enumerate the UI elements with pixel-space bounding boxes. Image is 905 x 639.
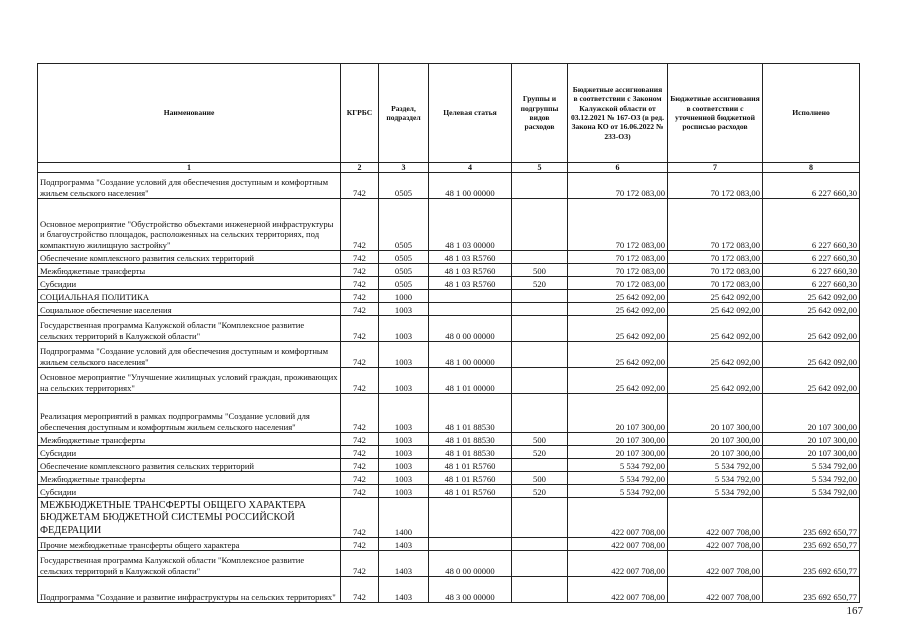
row-law-allocation: 422 007 708,00 (568, 577, 668, 603)
row-refined-allocation: 5 534 792,00 (668, 472, 763, 485)
row-executed: 5 534 792,00 (763, 459, 860, 472)
row-executed: 5 534 792,00 (763, 485, 860, 498)
table-row (38, 394, 860, 433)
row-expense-group (512, 199, 568, 251)
table-row (38, 173, 860, 199)
row-law-allocation: 5 534 792,00 (568, 485, 668, 498)
row-expense-group: 520 (512, 446, 568, 459)
row-name: Межбюджетные трансферты (38, 433, 341, 446)
table-row (38, 577, 860, 603)
row-name: Прочие межбюджетные трансферты общего характера (38, 538, 341, 551)
column-number: 6 (568, 163, 668, 173)
row-law-allocation: 422 007 708,00 (568, 498, 668, 538)
budget-table (37, 63, 860, 603)
table-row (38, 290, 860, 303)
row-law-allocation: 5 534 792,00 (568, 459, 668, 472)
row-name: Государственная программа Калужской области "Комплексное развитие сельских территорий в Калужской области" (38, 551, 341, 577)
row-kgrbs: 742 (341, 459, 379, 472)
row-law-allocation: 25 642 092,00 (568, 303, 668, 316)
row-executed: 235 692 650,77 (763, 498, 860, 538)
row-law-allocation: 25 642 092,00 (568, 368, 668, 394)
row-expense-group (512, 368, 568, 394)
column-number-row (38, 163, 860, 173)
row-executed: 20 107 300,00 (763, 446, 860, 459)
row-executed: 6 227 660,30 (763, 251, 860, 264)
row-refined-allocation: 20 107 300,00 (668, 433, 763, 446)
row-law-allocation: 20 107 300,00 (568, 433, 668, 446)
table-row (38, 303, 860, 316)
row-name: Обеспечение комплексного развития сельских территорий (38, 459, 341, 472)
row-target-article: 48 0 00 00000 (429, 551, 512, 577)
row-target-article: 48 1 01 88530 (429, 394, 512, 433)
row-executed: 6 227 660,30 (763, 199, 860, 251)
row-refined-allocation: 422 007 708,00 (668, 577, 763, 603)
header-group: Группы и подгруппы видов расходов (512, 64, 568, 163)
row-expense-group (512, 498, 568, 538)
table-row (38, 538, 860, 551)
row-target-article (429, 303, 512, 316)
row-name: Основное мероприятие "Обустройство объектами инженерной инфраструктуры и благоустройство площадок, расположенных на сельских территориях, под компактную жилищную застройку" (38, 199, 341, 251)
row-section: 1003 (379, 368, 429, 394)
row-kgrbs: 742 (341, 551, 379, 577)
row-expense-group (512, 394, 568, 433)
row-name: Подпрограмма "Создание и развитие инфраструктуры на сельских территориях" (38, 577, 341, 603)
row-target-article: 48 1 03 R5760 (429, 277, 512, 290)
row-expense-group (512, 551, 568, 577)
header-law-allocation: Бюджетные ассигнования в соответствии с Законом Калужской области от 03.12.2021 № 167-ОЗ (в ред. Закона КО от 16.06.2022 № 233-ОЗ) (568, 64, 668, 163)
row-law-allocation: 20 107 300,00 (568, 394, 668, 433)
row-section: 1403 (379, 551, 429, 577)
row-executed: 25 642 092,00 (763, 303, 860, 316)
row-expense-group (512, 251, 568, 264)
row-target-article (429, 290, 512, 303)
row-refined-allocation: 70 172 083,00 (668, 277, 763, 290)
row-law-allocation: 70 172 083,00 (568, 173, 668, 199)
row-expense-group (512, 577, 568, 603)
table-row (38, 498, 860, 538)
row-law-allocation: 70 172 083,00 (568, 199, 668, 251)
row-kgrbs: 742 (341, 251, 379, 264)
row-executed: 5 534 792,00 (763, 472, 860, 485)
row-refined-allocation: 422 007 708,00 (668, 538, 763, 551)
row-refined-allocation: 5 534 792,00 (668, 459, 763, 472)
row-target-article: 48 1 00 00000 (429, 173, 512, 199)
table-row (38, 446, 860, 459)
row-section: 0505 (379, 277, 429, 290)
row-kgrbs: 742 (341, 498, 379, 538)
table-row (38, 459, 860, 472)
row-executed: 235 692 650,77 (763, 577, 860, 603)
row-target-article: 48 1 03 R5760 (429, 251, 512, 264)
row-target-article (429, 538, 512, 551)
row-executed: 6 227 660,30 (763, 277, 860, 290)
row-name: Подпрограмма "Создание условий для обеспечения доступным и комфортным жильем сельского населения" (38, 342, 341, 368)
row-section: 1003 (379, 472, 429, 485)
row-executed: 25 642 092,00 (763, 290, 860, 303)
table-row (38, 264, 860, 277)
table-row (38, 316, 860, 342)
row-executed: 25 642 092,00 (763, 316, 860, 342)
row-expense-group (512, 538, 568, 551)
row-section: 1400 (379, 498, 429, 538)
row-refined-allocation: 5 534 792,00 (668, 485, 763, 498)
header-section: Раздел, подраздел (379, 64, 429, 163)
row-target-article: 48 3 00 00000 (429, 577, 512, 603)
row-law-allocation: 70 172 083,00 (568, 251, 668, 264)
row-kgrbs: 742 (341, 446, 379, 459)
row-executed: 235 692 650,77 (763, 538, 860, 551)
row-expense-group: 500 (512, 433, 568, 446)
row-target-article: 48 1 01 R5760 (429, 459, 512, 472)
column-number: 1 (38, 163, 341, 173)
row-refined-allocation: 422 007 708,00 (668, 551, 763, 577)
row-kgrbs: 742 (341, 433, 379, 446)
row-name: Обеспечение комплексного развития сельских территорий (38, 251, 341, 264)
row-target-article (429, 498, 512, 538)
row-section: 1003 (379, 342, 429, 368)
header-refined-allocation: Бюджетные ассигнования в соответствии с уточненной бюджетной росписью расходов (668, 64, 763, 163)
row-executed: 20 107 300,00 (763, 433, 860, 446)
row-expense-group: 520 (512, 485, 568, 498)
row-target-article: 48 1 01 88530 (429, 446, 512, 459)
row-refined-allocation: 25 642 092,00 (668, 290, 763, 303)
table-row (38, 277, 860, 290)
row-executed: 6 227 660,30 (763, 264, 860, 277)
row-law-allocation: 25 642 092,00 (568, 290, 668, 303)
page-number: 167 (846, 605, 863, 617)
row-section: 0505 (379, 264, 429, 277)
column-number: 3 (379, 163, 429, 173)
row-refined-allocation: 25 642 092,00 (668, 342, 763, 368)
row-section: 1003 (379, 303, 429, 316)
table-row (38, 251, 860, 264)
row-kgrbs: 742 (341, 342, 379, 368)
row-name: Подпрограмма "Создание условий для обеспечения доступным и комфортным жильем сельского населения" (38, 173, 341, 199)
row-target-article: 48 1 01 00000 (429, 368, 512, 394)
row-refined-allocation: 25 642 092,00 (668, 303, 763, 316)
row-law-allocation: 25 642 092,00 (568, 316, 668, 342)
row-kgrbs: 742 (341, 290, 379, 303)
row-target-article: 48 1 01 R5760 (429, 472, 512, 485)
row-section: 1003 (379, 459, 429, 472)
row-name: СОЦИАЛЬНАЯ ПОЛИТИКА (38, 290, 341, 303)
row-executed: 25 642 092,00 (763, 342, 860, 368)
table-row (38, 472, 860, 485)
row-target-article: 48 1 01 88530 (429, 433, 512, 446)
row-name: МЕЖБЮДЖЕТНЫЕ ТРАНСФЕРТЫ ОБЩЕГО ХАРАКТЕРА БЮДЖЕТАМ БЮДЖЕТНОЙ СИСТЕМЫ РОССИЙСКОЙ ФЕДЕРАЦИИ (38, 498, 341, 538)
row-executed: 6 227 660,30 (763, 173, 860, 199)
row-expense-group (512, 290, 568, 303)
row-section: 0505 (379, 199, 429, 251)
column-number: 7 (668, 163, 763, 173)
row-kgrbs: 742 (341, 538, 379, 551)
row-target-article: 48 1 03 00000 (429, 199, 512, 251)
row-expense-group (512, 173, 568, 199)
row-section: 1003 (379, 433, 429, 446)
row-section: 1003 (379, 446, 429, 459)
row-kgrbs: 742 (341, 173, 379, 199)
row-section: 0505 (379, 173, 429, 199)
row-executed: 235 692 650,77 (763, 551, 860, 577)
row-kgrbs: 742 (341, 277, 379, 290)
row-name: Межбюджетные трансферты (38, 264, 341, 277)
row-law-allocation: 422 007 708,00 (568, 538, 668, 551)
row-name: Межбюджетные трансферты (38, 472, 341, 485)
row-section: 1403 (379, 577, 429, 603)
row-law-allocation: 70 172 083,00 (568, 277, 668, 290)
column-number: 8 (763, 163, 860, 173)
header-kgrbs: КГРБС (341, 64, 379, 163)
row-name: Социальное обеспечение населения (38, 303, 341, 316)
row-expense-group: 520 (512, 277, 568, 290)
row-refined-allocation: 20 107 300,00 (668, 394, 763, 433)
row-kgrbs: 742 (341, 264, 379, 277)
row-law-allocation: 5 534 792,00 (568, 472, 668, 485)
header-executed: Исполнено (763, 64, 860, 163)
table-body (38, 173, 860, 603)
column-number: 2 (341, 163, 379, 173)
row-refined-allocation: 25 642 092,00 (668, 316, 763, 342)
table-row (38, 433, 860, 446)
row-section: 1003 (379, 485, 429, 498)
row-target-article: 48 1 00 00000 (429, 342, 512, 368)
row-name: Государственная программа Калужской области "Комплексное развитие сельских территорий в Калужской области" (38, 316, 341, 342)
row-expense-group (512, 342, 568, 368)
row-kgrbs: 742 (341, 577, 379, 603)
row-expense-group (512, 303, 568, 316)
row-name: Реализация мероприятий в рамках подпрограммы "Создание условий для обеспечения доступным и комфортным жильем сельского населения" (38, 394, 341, 433)
table-row (38, 551, 860, 577)
row-target-article: 48 1 01 R5760 (429, 485, 512, 498)
row-name: Субсидии (38, 277, 341, 290)
row-expense-group (512, 316, 568, 342)
row-target-article: 48 0 00 00000 (429, 316, 512, 342)
row-law-allocation: 25 642 092,00 (568, 342, 668, 368)
row-executed: 20 107 300,00 (763, 394, 860, 433)
row-refined-allocation: 70 172 083,00 (668, 199, 763, 251)
row-executed: 25 642 092,00 (763, 368, 860, 394)
row-expense-group: 500 (512, 264, 568, 277)
header-target: Целевая статья (429, 64, 512, 163)
row-kgrbs: 742 (341, 303, 379, 316)
row-target-article: 48 1 03 R5760 (429, 264, 512, 277)
row-section: 1003 (379, 394, 429, 433)
row-refined-allocation: 70 172 083,00 (668, 173, 763, 199)
row-kgrbs: 742 (341, 472, 379, 485)
row-law-allocation: 20 107 300,00 (568, 446, 668, 459)
row-kgrbs: 742 (341, 199, 379, 251)
table-row (38, 368, 860, 394)
row-refined-allocation: 25 642 092,00 (668, 368, 763, 394)
row-name: Субсидии (38, 485, 341, 498)
row-expense-group (512, 459, 568, 472)
table-row (38, 199, 860, 251)
header-row (38, 64, 860, 163)
row-section: 0505 (379, 251, 429, 264)
header-name: Наименование (38, 64, 341, 163)
row-refined-allocation: 70 172 083,00 (668, 251, 763, 264)
column-number: 4 (429, 163, 512, 173)
row-expense-group: 500 (512, 472, 568, 485)
row-refined-allocation: 70 172 083,00 (668, 264, 763, 277)
row-section: 1403 (379, 538, 429, 551)
row-refined-allocation: 20 107 300,00 (668, 446, 763, 459)
row-kgrbs: 742 (341, 394, 379, 433)
row-law-allocation: 422 007 708,00 (568, 551, 668, 577)
row-kgrbs: 742 (341, 368, 379, 394)
column-number: 5 (512, 163, 568, 173)
row-kgrbs: 742 (341, 316, 379, 342)
table-row (38, 342, 860, 368)
row-section: 1000 (379, 290, 429, 303)
row-section: 1003 (379, 316, 429, 342)
row-refined-allocation: 422 007 708,00 (668, 498, 763, 538)
row-kgrbs: 742 (341, 485, 379, 498)
row-name: Основное мероприятие "Улучшение жилищных условий граждан, проживающих на сельских территориях" (38, 368, 341, 394)
row-name: Субсидии (38, 446, 341, 459)
table-row (38, 485, 860, 498)
row-law-allocation: 70 172 083,00 (568, 264, 668, 277)
